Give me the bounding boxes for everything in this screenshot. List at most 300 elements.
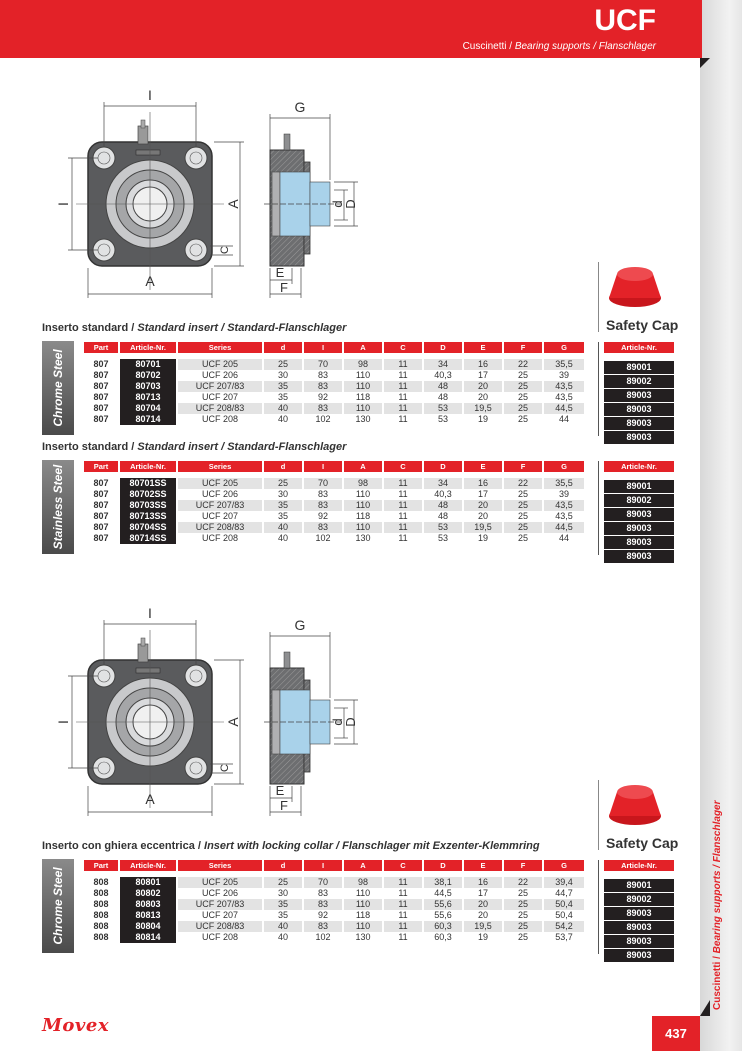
svg-text:I: I bbox=[148, 605, 152, 621]
cell: 25 bbox=[517, 370, 528, 380]
cell: UCF 208/83 bbox=[178, 522, 262, 533]
cell: 11 bbox=[398, 533, 408, 543]
column-header: I bbox=[304, 342, 342, 353]
header-fold bbox=[700, 58, 710, 68]
cap-article: 89003 bbox=[604, 522, 674, 536]
cell: 11 bbox=[398, 932, 408, 942]
cell: 110 bbox=[355, 370, 371, 380]
svg-text:I: I bbox=[55, 202, 71, 206]
svg-text:d: d bbox=[330, 718, 345, 726]
cell: 22 bbox=[504, 877, 542, 888]
section-title: Inserto con ghiera eccentrica / Insert with locking collar / Flanschlager mit Exzenter-Klemmring bbox=[42, 840, 540, 852]
svg-text:I: I bbox=[55, 720, 71, 724]
cell: 34 bbox=[424, 478, 462, 489]
cell: 40 bbox=[277, 414, 288, 424]
material-tab bbox=[42, 859, 74, 953]
cell: 20 bbox=[464, 381, 502, 392]
cell: 83 bbox=[317, 888, 328, 898]
cell: 807 bbox=[93, 511, 109, 521]
table-row bbox=[84, 921, 584, 932]
column-header: E bbox=[464, 342, 502, 353]
svg-text:G: G bbox=[294, 617, 306, 633]
cell: 110 bbox=[355, 489, 371, 499]
cap-article: 89003 bbox=[604, 921, 674, 935]
page-number: 437 bbox=[652, 1016, 700, 1051]
cell: 48 bbox=[424, 381, 462, 392]
cap-article: 89003 bbox=[604, 508, 674, 522]
cell: 44,7 bbox=[555, 888, 573, 898]
material-label: Chrome Steel bbox=[51, 349, 65, 427]
table-row bbox=[604, 879, 674, 893]
cell: 25 bbox=[517, 932, 528, 942]
svg-text:F: F bbox=[280, 280, 288, 295]
table-row bbox=[604, 494, 674, 508]
cell: 25 bbox=[504, 403, 542, 414]
cell: 11 bbox=[384, 522, 422, 533]
cell: 22 bbox=[504, 478, 542, 489]
safety-cap-table bbox=[604, 342, 674, 445]
cell: 19,5 bbox=[464, 921, 502, 932]
svg-text:D: D bbox=[343, 199, 358, 209]
cell: 25 bbox=[517, 511, 528, 521]
column-header: E bbox=[464, 860, 502, 871]
cell: UCF 208 bbox=[201, 932, 238, 942]
movex-logo: Movex bbox=[42, 1015, 110, 1036]
column-header: C bbox=[384, 461, 422, 472]
cell: 102 bbox=[315, 533, 331, 543]
cell: 39 bbox=[558, 370, 569, 380]
cell: 53 bbox=[424, 522, 462, 533]
cell: 35 bbox=[277, 910, 288, 920]
cell: 83 bbox=[304, 381, 342, 392]
safety-cap-image-1 bbox=[605, 262, 665, 310]
cell: UCF 208 bbox=[201, 533, 238, 543]
cell: 25 bbox=[517, 489, 528, 499]
table-row bbox=[84, 522, 584, 533]
column-header: A bbox=[344, 860, 382, 871]
cell: UCF 207 bbox=[201, 511, 238, 521]
cell: 55,6 bbox=[424, 899, 462, 910]
column-header: F bbox=[504, 860, 542, 871]
cell: 43,5 bbox=[555, 511, 573, 521]
table-row bbox=[604, 480, 674, 494]
cap-article: 89003 bbox=[604, 403, 674, 417]
cell: 40 bbox=[277, 533, 288, 543]
column-header: d bbox=[264, 342, 302, 353]
cap-column-header: Article-Nr. bbox=[604, 461, 674, 472]
cell: 44 bbox=[558, 414, 569, 424]
cell: 40 bbox=[264, 403, 302, 414]
table-row bbox=[604, 522, 674, 536]
table-row bbox=[84, 932, 584, 943]
cell: 30 bbox=[277, 370, 288, 380]
cell: 22 bbox=[504, 359, 542, 370]
cap-article: 89001 bbox=[604, 361, 674, 375]
section-title: Inserto standard / Standard insert / Standard-Flanschlager bbox=[42, 322, 347, 334]
cell: 102 bbox=[315, 414, 331, 424]
cell: 17 bbox=[477, 489, 488, 499]
cell: 44,5 bbox=[434, 888, 452, 898]
cell: 16 bbox=[464, 478, 502, 489]
cell: 80714 bbox=[120, 414, 176, 425]
cell: 44,5 bbox=[544, 522, 584, 533]
drawing-1 bbox=[55, 72, 358, 307]
material-tab bbox=[42, 460, 74, 554]
cell: 98 bbox=[344, 478, 382, 489]
cell: 807 bbox=[93, 414, 109, 424]
cell: 40 bbox=[264, 921, 302, 932]
cap-column-header: Article-Nr. bbox=[604, 860, 674, 871]
drawing-2 bbox=[55, 590, 358, 825]
cell: UCF 206 bbox=[201, 489, 238, 499]
cell: 19,5 bbox=[464, 522, 502, 533]
cell: 40 bbox=[277, 932, 288, 942]
cell: 92 bbox=[317, 910, 328, 920]
cell: 43,5 bbox=[544, 500, 584, 511]
cell: 43,5 bbox=[555, 392, 573, 402]
column-header: D bbox=[424, 860, 462, 871]
cell: 80702SS bbox=[120, 489, 176, 500]
safety-cap-table bbox=[604, 860, 674, 963]
cell: 11 bbox=[398, 511, 408, 521]
cell: 80713 bbox=[120, 392, 176, 403]
table-row bbox=[604, 431, 674, 445]
cell: UCF 205 bbox=[178, 478, 262, 489]
svg-text:A: A bbox=[225, 199, 241, 209]
cell: UCF 207/83 bbox=[178, 500, 262, 511]
cell: 807 bbox=[93, 478, 109, 488]
cap-article: 89001 bbox=[604, 879, 674, 893]
cell: 55,6 bbox=[434, 910, 452, 920]
cell: 83 bbox=[317, 489, 328, 499]
cell: 50,4 bbox=[544, 899, 584, 910]
cell: 53 bbox=[437, 414, 448, 424]
cell: 110 bbox=[344, 500, 382, 511]
cell: 60,3 bbox=[434, 932, 452, 942]
cap-article: 89003 bbox=[604, 550, 674, 564]
cap-article: 89003 bbox=[604, 935, 674, 949]
table-row bbox=[604, 935, 674, 949]
cell: 11 bbox=[398, 392, 408, 402]
cell: 25 bbox=[504, 522, 542, 533]
table-row bbox=[84, 500, 584, 511]
cell: 35 bbox=[264, 899, 302, 910]
cell: 53 bbox=[437, 533, 448, 543]
cell: 80714SS bbox=[120, 533, 176, 544]
column-header: C bbox=[384, 860, 422, 871]
cell: 54,2 bbox=[544, 921, 584, 932]
svg-text:I: I bbox=[148, 87, 152, 103]
cell: 130 bbox=[355, 932, 371, 942]
table-row bbox=[84, 511, 584, 522]
column-header: A bbox=[344, 342, 382, 353]
cap-article: 89003 bbox=[604, 389, 674, 403]
table-row bbox=[84, 877, 584, 888]
cell: 80704 bbox=[120, 403, 176, 414]
cell: 34 bbox=[424, 359, 462, 370]
column-header: G bbox=[544, 461, 584, 472]
cell: 80701 bbox=[120, 359, 176, 370]
cell: UCF 205 bbox=[178, 877, 262, 888]
svg-text:E: E bbox=[275, 783, 285, 798]
table-row bbox=[84, 533, 584, 544]
cell: 48 bbox=[437, 511, 448, 521]
cell: 48 bbox=[424, 500, 462, 511]
cell: 80803 bbox=[120, 899, 176, 910]
table-header bbox=[84, 342, 584, 353]
cell: 83 bbox=[317, 370, 328, 380]
cell: 40 bbox=[264, 522, 302, 533]
cell: 808 bbox=[93, 877, 109, 887]
cell: 110 bbox=[344, 921, 382, 932]
cell: 80702 bbox=[120, 370, 176, 381]
cell: 11 bbox=[384, 500, 422, 511]
cap-article: 89002 bbox=[604, 893, 674, 907]
cell: 40,3 bbox=[434, 489, 452, 499]
cell: 53 bbox=[424, 403, 462, 414]
column-header: G bbox=[544, 342, 584, 353]
cell: 25 bbox=[504, 899, 542, 910]
cell: 17 bbox=[477, 370, 488, 380]
table-row bbox=[604, 417, 674, 431]
cap-separator bbox=[598, 461, 599, 555]
material-label: Chrome Steel bbox=[51, 867, 65, 945]
cell: 83 bbox=[304, 500, 342, 511]
cap-column-header: Article-Nr. bbox=[604, 342, 674, 353]
table-row bbox=[604, 949, 674, 963]
table-row bbox=[604, 403, 674, 417]
cell: 83 bbox=[304, 522, 342, 533]
column-header: Series bbox=[178, 860, 262, 871]
cap-article: 89003 bbox=[604, 907, 674, 921]
table-row bbox=[84, 381, 584, 392]
column-header: Article-Nr. bbox=[120, 860, 176, 871]
side-category-label: Cuscinetti / Bearing supports / Flanschlager bbox=[712, 800, 723, 1010]
cell: 808 bbox=[93, 888, 109, 898]
page-subtitle: Cuscinetti / Bearing supports / Flanschlager bbox=[462, 41, 656, 52]
safety-cap-image-2 bbox=[605, 780, 665, 828]
cell: 102 bbox=[315, 932, 331, 942]
cell: 20 bbox=[477, 910, 488, 920]
cell: 110 bbox=[344, 381, 382, 392]
cell: 11 bbox=[384, 877, 422, 888]
svg-text:F: F bbox=[280, 798, 288, 813]
column-header: Article-Nr. bbox=[120, 342, 176, 353]
table-row bbox=[84, 414, 584, 425]
cell: 19 bbox=[477, 414, 488, 424]
cell: 807 bbox=[93, 370, 109, 380]
cell: 25 bbox=[517, 533, 528, 543]
spec-table bbox=[82, 342, 586, 425]
cell: 60,3 bbox=[424, 921, 462, 932]
cell: 110 bbox=[344, 899, 382, 910]
cell: 30 bbox=[277, 489, 288, 499]
cell: 118 bbox=[355, 511, 371, 521]
cell: 17 bbox=[477, 888, 488, 898]
cell: UCF 206 bbox=[201, 888, 238, 898]
cell: 80704SS bbox=[120, 522, 176, 533]
cell: 11 bbox=[384, 403, 422, 414]
column-header: C bbox=[384, 342, 422, 353]
cell: 130 bbox=[355, 533, 371, 543]
cell: UCF 208/83 bbox=[178, 921, 262, 932]
svg-text:C: C bbox=[219, 764, 231, 772]
cell: 35 bbox=[264, 500, 302, 511]
cell: 11 bbox=[384, 381, 422, 392]
table-row bbox=[84, 392, 584, 403]
cell: 53,7 bbox=[555, 932, 573, 942]
cell: 92 bbox=[317, 392, 328, 402]
cell: 35,5 bbox=[544, 478, 584, 489]
column-header: I bbox=[304, 860, 342, 871]
cell: 30 bbox=[277, 888, 288, 898]
cell: 11 bbox=[384, 899, 422, 910]
column-header: Article-Nr. bbox=[120, 461, 176, 472]
cap-article: 89003 bbox=[604, 536, 674, 550]
cell: 11 bbox=[398, 910, 408, 920]
svg-text:E: E bbox=[275, 265, 285, 280]
cell: 130 bbox=[355, 414, 371, 424]
cell: 808 bbox=[93, 910, 109, 920]
cell: 92 bbox=[317, 511, 328, 521]
svg-text:D: D bbox=[343, 717, 358, 727]
cell: 80804 bbox=[120, 921, 176, 932]
column-header: E bbox=[464, 461, 502, 472]
cell: UCF 208 bbox=[201, 414, 238, 424]
cell: 20 bbox=[464, 899, 502, 910]
table-row bbox=[84, 489, 584, 500]
cell: 110 bbox=[355, 888, 371, 898]
column-header: A bbox=[344, 461, 382, 472]
cell: 807 bbox=[93, 403, 109, 413]
cap-article: 89002 bbox=[604, 375, 674, 389]
page-title: UCF bbox=[594, 4, 656, 37]
cell: 20 bbox=[477, 392, 488, 402]
cell: 25 bbox=[504, 500, 542, 511]
cell: 80813 bbox=[120, 910, 176, 921]
cell: 39,4 bbox=[544, 877, 584, 888]
safety-cap-table bbox=[604, 461, 674, 564]
svg-text:A: A bbox=[225, 717, 241, 727]
cell: 80814 bbox=[120, 932, 176, 943]
spec-table bbox=[82, 860, 586, 943]
cell: 70 bbox=[304, 877, 342, 888]
cell: 98 bbox=[344, 359, 382, 370]
cell: UCF 207/83 bbox=[178, 899, 262, 910]
column-header: D bbox=[424, 461, 462, 472]
cell: 25 bbox=[504, 381, 542, 392]
cell: 807 bbox=[93, 359, 109, 369]
cell: 19,5 bbox=[464, 403, 502, 414]
cell: 35 bbox=[277, 511, 288, 521]
cell: UCF 207 bbox=[201, 392, 238, 402]
safety-cap-label-2: Safety Cap bbox=[606, 835, 679, 851]
column-header: Series bbox=[178, 342, 262, 353]
table-row bbox=[604, 389, 674, 403]
technical-drawing bbox=[55, 72, 358, 302]
cell: 50,4 bbox=[555, 910, 573, 920]
cell: 83 bbox=[304, 921, 342, 932]
table-header bbox=[84, 461, 584, 472]
cell: 44,5 bbox=[544, 403, 584, 414]
table-row bbox=[604, 907, 674, 921]
table-row bbox=[84, 403, 584, 414]
column-header: d bbox=[264, 461, 302, 472]
cell: 38,1 bbox=[424, 877, 462, 888]
cell: 11 bbox=[398, 414, 408, 424]
table-row bbox=[604, 361, 674, 375]
cell: 40,3 bbox=[434, 370, 452, 380]
technical-drawing bbox=[55, 590, 358, 820]
cell: 70 bbox=[304, 359, 342, 370]
cell: UCF 207 bbox=[201, 910, 238, 920]
cell: 70 bbox=[304, 478, 342, 489]
column-header: G bbox=[544, 860, 584, 871]
cell: 19 bbox=[477, 932, 488, 942]
table-row bbox=[84, 910, 584, 921]
svg-text:C: C bbox=[219, 246, 231, 254]
cell: 807 bbox=[93, 381, 109, 391]
cap-separator bbox=[598, 860, 599, 954]
material-tab bbox=[42, 341, 74, 435]
cell: 808 bbox=[93, 899, 109, 909]
cell: 20 bbox=[477, 511, 488, 521]
column-header: Series bbox=[178, 461, 262, 472]
cap-article: 89003 bbox=[604, 431, 674, 445]
spec-table bbox=[82, 461, 586, 544]
column-header: F bbox=[504, 461, 542, 472]
cell: 11 bbox=[398, 489, 408, 499]
cell: 48 bbox=[437, 392, 448, 402]
column-header: Part bbox=[84, 860, 118, 871]
cell: 11 bbox=[398, 888, 408, 898]
cell: 110 bbox=[344, 403, 382, 414]
cell: 80701SS bbox=[120, 478, 176, 489]
cell: 11 bbox=[384, 921, 422, 932]
cell: 83 bbox=[304, 899, 342, 910]
cell: 35 bbox=[264, 381, 302, 392]
cell: 808 bbox=[93, 921, 109, 931]
svg-text:d: d bbox=[330, 200, 345, 208]
column-header: F bbox=[504, 342, 542, 353]
cell: 118 bbox=[355, 392, 371, 402]
cell: 44 bbox=[558, 533, 569, 543]
column-header: I bbox=[304, 461, 342, 472]
svg-text:A: A bbox=[145, 791, 155, 807]
header-band bbox=[0, 0, 702, 58]
column-header: d bbox=[264, 860, 302, 871]
table-row bbox=[604, 550, 674, 564]
cell: 25 bbox=[264, 359, 302, 370]
cap-separator bbox=[598, 342, 599, 436]
cell: 35,5 bbox=[544, 359, 584, 370]
material-label: Stainless Steel bbox=[51, 464, 65, 550]
cell: 35 bbox=[277, 392, 288, 402]
cap-article: 89003 bbox=[604, 417, 674, 431]
cell: 11 bbox=[398, 370, 408, 380]
table-row bbox=[84, 478, 584, 489]
cell: 807 bbox=[93, 489, 109, 499]
table-row bbox=[84, 888, 584, 899]
cell: 20 bbox=[464, 500, 502, 511]
table-row bbox=[604, 375, 674, 389]
cell: 43,5 bbox=[544, 381, 584, 392]
grease-nipple bbox=[138, 644, 148, 662]
table-row bbox=[84, 899, 584, 910]
cap-article: 89003 bbox=[604, 949, 674, 963]
cell: 83 bbox=[304, 403, 342, 414]
cap-article: 89002 bbox=[604, 494, 674, 508]
